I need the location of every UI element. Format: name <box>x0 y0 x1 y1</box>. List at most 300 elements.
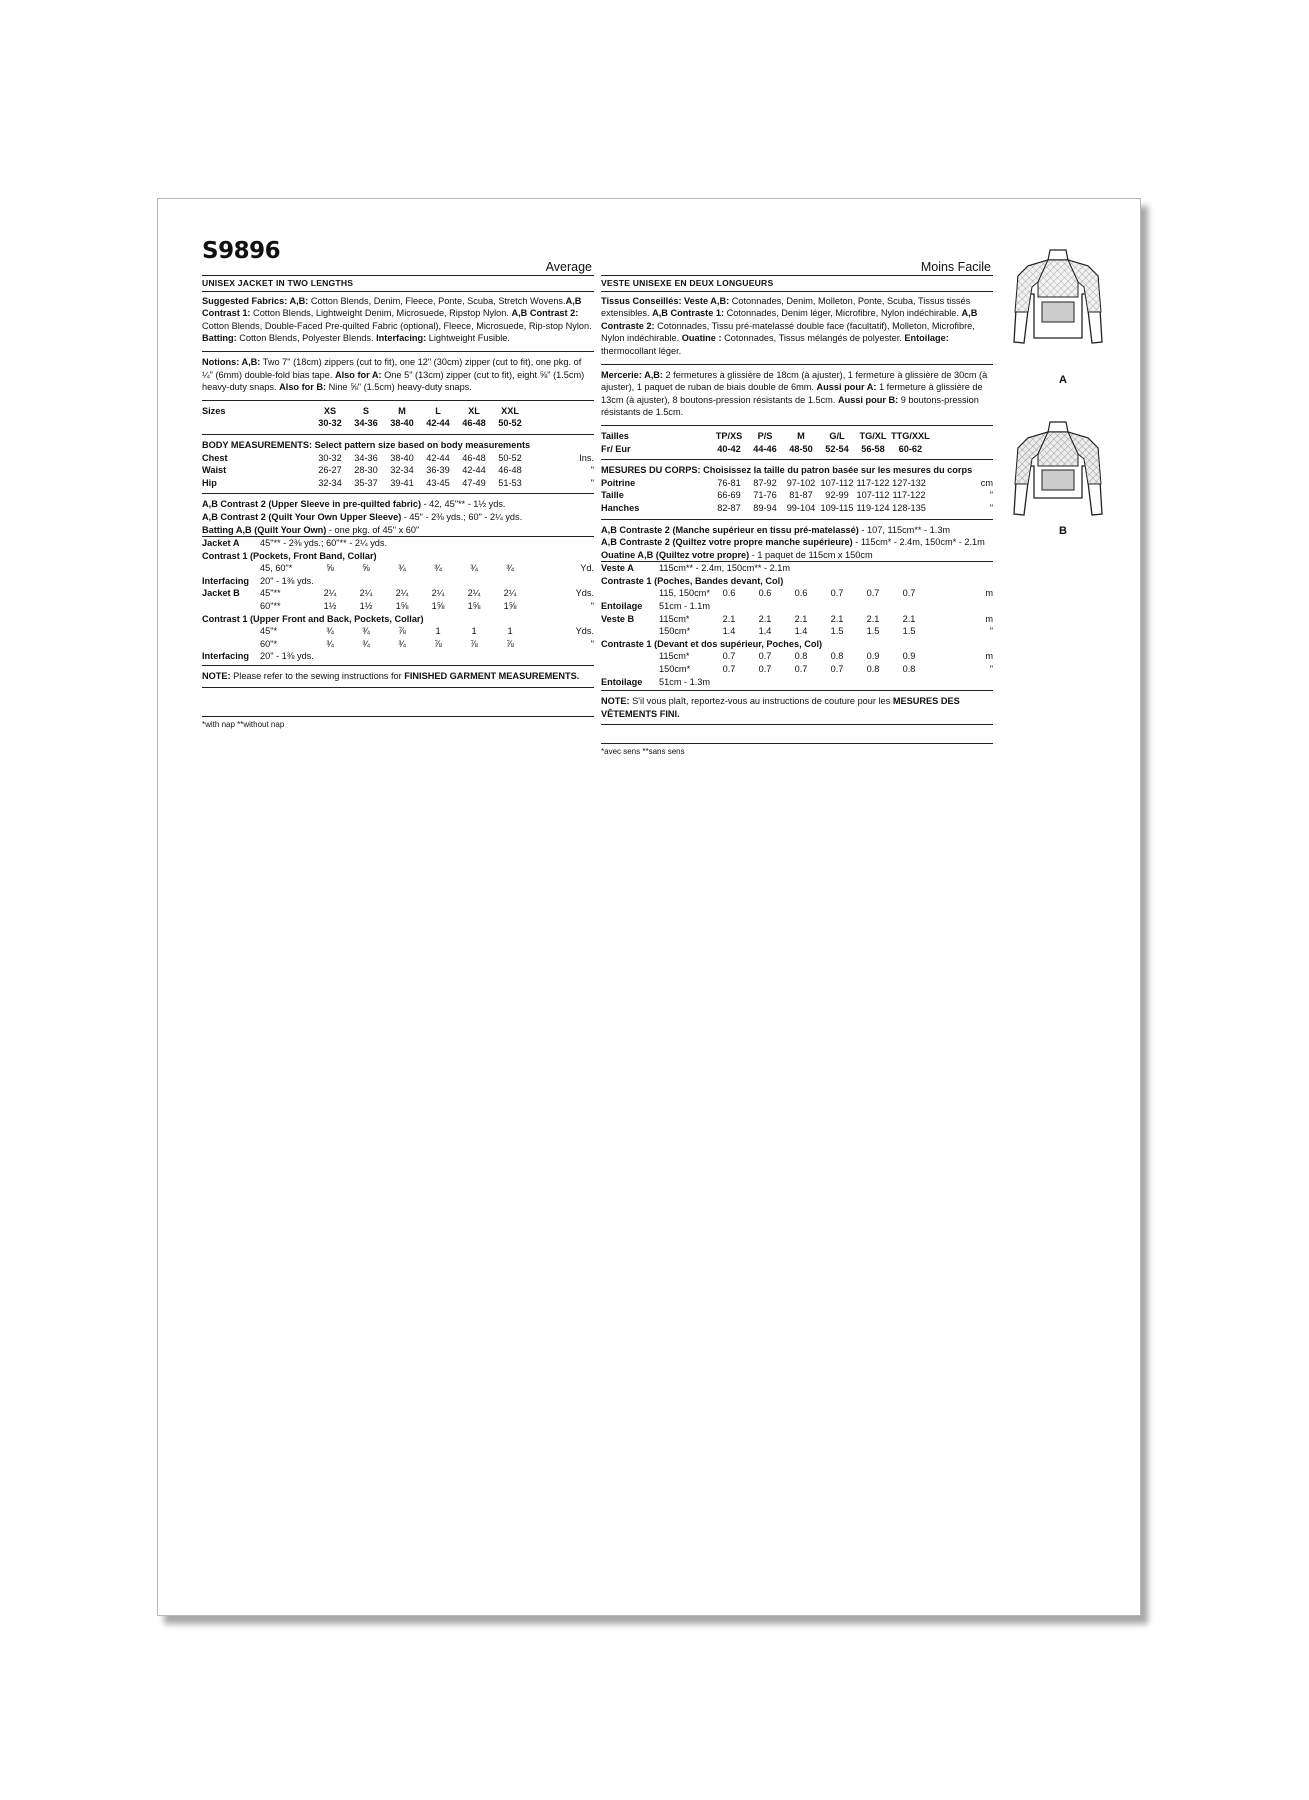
cell: ¾ <box>398 638 406 649</box>
cell: ¾ <box>470 563 478 574</box>
notion-text: Nine ⅝" (1.5cm) heavy-duty snaps. <box>326 382 472 393</box>
row-label: Veste B <box>601 613 635 624</box>
notions <box>202 356 594 401</box>
row-label: Entoilage <box>601 676 643 687</box>
fabric-text: Cotton Blends, Double-Faced Pre-quilted Fabric (optional), Fleece, Microsuede, Rip-stop Nylon. <box>202 320 592 331</box>
section-heading: Contrast 1 (Pockets, Front Band, Collar) <box>202 550 377 561</box>
cell: 82-87 <box>717 502 741 513</box>
size-heading: M <box>797 430 805 441</box>
row-label <box>601 650 659 663</box>
fabric-label: Ouatine : <box>681 333 722 344</box>
size-range: 52-54 <box>825 443 849 454</box>
size-range: 56-58 <box>861 443 885 454</box>
cell: 47-49 <box>462 477 486 488</box>
cell: 117-122 <box>856 477 890 488</box>
cell: ⅞ <box>434 638 442 649</box>
table-row <box>601 613 993 626</box>
fabric-width: 60"* <box>260 638 278 649</box>
size-range: 38-40 <box>390 418 414 429</box>
cell: 1.4 <box>758 626 772 637</box>
cell: ⅞ <box>470 638 478 649</box>
row-label: Interfacing <box>202 651 249 662</box>
table-row <box>601 562 993 575</box>
cell: 0.7 <box>830 664 844 675</box>
cell: 0.7 <box>758 651 772 662</box>
note: NOTE: Please refer to the sewing instructions for FINISHED GARMENT MEASUREMENTS. <box>202 671 580 682</box>
cell: 1.4 <box>722 626 736 637</box>
table-row <box>202 575 594 588</box>
size-range: 42-44 <box>426 418 450 429</box>
unit: m <box>985 651 993 662</box>
table-row <box>601 575 993 588</box>
cell: 38-40 <box>390 452 414 463</box>
fabric-text: Cotton Blends, Lightweight Denim, Microsuede, Ripstop Nylon. <box>250 308 512 319</box>
size-heading: XL <box>468 405 480 416</box>
fabric-text: Cotonnades, Denim, Molleton, Ponte, Scuba, Tissus tissés extensibles. <box>601 295 971 319</box>
fabric-width: 20" - 1⅜ yds. <box>260 575 314 586</box>
notion-text: 2 fermetures à glissière de 18cm (à ajuster), 1 fermeture à glissière de 30cm (à ajuster), 1 paquet de ruban de biais double de 6mm. <box>601 369 988 393</box>
yardage-table <box>202 536 594 663</box>
cell: 71-76 <box>753 490 777 501</box>
english-column <box>202 238 594 731</box>
table-row <box>601 638 993 651</box>
cell: 2¼ <box>503 588 517 599</box>
size-heading: M <box>398 405 406 416</box>
fabric-width: 45, 60"* <box>260 563 293 574</box>
table-row <box>202 613 594 626</box>
fabric-width: 20" - 1⅜ yds. <box>260 651 314 662</box>
cell: 0.7 <box>866 588 880 599</box>
cell: 1 <box>471 626 477 637</box>
unit: " <box>989 490 993 501</box>
row-label <box>202 562 260 575</box>
fabric-label: Suggested Fabrics: A,B: <box>202 295 309 306</box>
cell: 0.7 <box>722 664 736 675</box>
fabric-label: Entoilage: <box>904 333 949 344</box>
size-range: 44-46 <box>753 443 777 454</box>
cell: 35-37 <box>354 477 378 488</box>
body-measurements-table-fr <box>601 477 993 515</box>
fabric-width: 150cm* <box>659 626 691 637</box>
difficulty-level: Average <box>545 260 592 275</box>
size-heading: P/S <box>757 430 773 441</box>
figure-label-a: A <box>1059 374 1067 386</box>
cell: 92-99 <box>825 490 849 501</box>
notion-text: 9 boutons-pression résistants de 1.5cm. <box>601 394 979 418</box>
contrast-yardage <box>202 498 594 536</box>
unit: Yds. <box>575 588 594 599</box>
fabric-label: A,B Contraste 2: <box>601 308 978 331</box>
contrast-label: A,B Contraste 2 (Quiltez votre propre manche supérieure) <box>601 537 853 548</box>
cell: 2.1 <box>902 613 916 624</box>
yardage-table-fr <box>601 561 993 688</box>
cell: 30-32 <box>318 452 342 463</box>
section-heading: Contraste 1 (Devant et dos supérieur, Poches, Col) <box>601 638 823 649</box>
fabric-width: 115cm** - 2.4m, 150cm** - 2.1m <box>659 563 791 574</box>
unit: Yds. <box>575 626 594 637</box>
fabric-text: Cotton Blends, Denim, Fleece, Ponte, Scuba, Stretch Wovens. <box>308 295 566 306</box>
contrast-yardage-fr <box>601 524 993 562</box>
pattern-title-fr: VESTE UNISEXE EN DEUX LONGUEURS <box>601 276 993 292</box>
spacer <box>659 502 711 515</box>
sizes-table <box>202 405 594 430</box>
notion-text: 1 fermeture à glissière de 13cm (à ajuster), 8 boutons-pression résistants de 1.5cm. <box>601 382 983 405</box>
cell: ¾ <box>398 563 406 574</box>
spacer <box>930 443 993 456</box>
notion-label: Mercerie: A,B: <box>601 369 663 380</box>
cell: 0.7 <box>902 588 916 599</box>
fabric-label: A,B Contraste 1: <box>652 308 725 319</box>
cell: ¾ <box>326 638 334 649</box>
fabric-text: Cotonnades, Denim léger, Microfibre, Nylon indéchirable. <box>724 308 962 319</box>
row-label <box>601 625 659 638</box>
suggested-fabrics-fr <box>601 295 993 365</box>
fabric-label: A,B Contrast 2: <box>511 308 579 319</box>
cell: ⅝ <box>326 563 334 574</box>
cell: 128-135 <box>892 502 926 513</box>
cell: 2¼ <box>323 588 337 599</box>
row-label <box>601 663 659 676</box>
fabric-width: 51cm - 1.1m <box>659 601 711 612</box>
pattern-code: S9896 <box>202 238 281 264</box>
cell: 0.9 <box>866 651 880 662</box>
table-row <box>601 587 993 600</box>
figure-label-b: B <box>1059 525 1067 537</box>
row-label: Waist <box>202 465 227 476</box>
size-heading: L <box>435 405 441 416</box>
spacer <box>260 477 312 490</box>
header <box>202 238 594 276</box>
cell: 2.1 <box>794 613 808 624</box>
table-row <box>601 477 993 490</box>
cell: ⅝ <box>362 563 370 574</box>
cell: 26-27 <box>318 465 342 476</box>
unit: Yd. <box>580 563 594 574</box>
cell: 0.9 <box>902 651 916 662</box>
cell: 42-44 <box>426 452 450 463</box>
sizes-label: Sizes <box>202 405 226 416</box>
cell: 1⅝ <box>395 601 409 612</box>
unit: " <box>590 638 594 649</box>
row-label: Jacket A <box>202 538 240 549</box>
section-heading: Contraste 1 (Poches, Bandes devant, Col) <box>601 575 784 586</box>
cell: 0.7 <box>794 664 808 675</box>
fabric-width: 115cm* <box>659 651 690 662</box>
spacer <box>930 430 993 443</box>
size-heading: XS <box>323 405 337 416</box>
cell: 0.8 <box>830 651 844 662</box>
spacer <box>528 417 594 430</box>
sizes-label: Tailles <box>601 430 629 441</box>
cell: 2¼ <box>395 588 409 599</box>
body-measurements-header-fr: MESURES DU CORPS: Choisissez la taille du patron basée sur les mesures du corps <box>601 465 973 476</box>
fabric-text: Cotonnades, Tissu pré-matelassé double face (facultatif), Molleton, Microfibre, Nylon indéchirable. <box>601 320 975 344</box>
cell: 117-122 <box>892 490 926 501</box>
cell: 1 <box>435 626 441 637</box>
cell: 1⅝ <box>431 601 445 612</box>
cell: 32-34 <box>390 465 414 476</box>
table-row <box>202 464 594 477</box>
row-label: Chest <box>202 452 228 463</box>
contrast-line <box>601 524 993 537</box>
cell: 1.5 <box>902 626 916 637</box>
spacer <box>659 430 711 443</box>
cell: 1⅝ <box>503 601 517 612</box>
contrast-line <box>601 549 993 562</box>
fabric-width: 150cm* <box>659 664 691 675</box>
cell: 0.8 <box>902 664 916 675</box>
fabric-text: Cotton Blends, Polyester Blends. <box>236 333 377 344</box>
unit: " <box>590 477 594 488</box>
section-heading: Contrast 1 (Upper Front and Back, Pockets, Collar) <box>202 613 424 624</box>
contrast-text: - 42, 45"** - 1½ yds. <box>421 499 506 510</box>
cell: 36-39 <box>426 465 450 476</box>
size-range: 34-36 <box>354 418 378 429</box>
cell: 43-45 <box>426 477 450 488</box>
row-label <box>202 600 260 613</box>
contrast-label: A,B Contraste 2 (Manche supérieur en tissu pré-matelassé) <box>601 524 859 535</box>
row-label <box>202 625 260 638</box>
cell: ⅞ <box>398 626 406 637</box>
cell: 2.1 <box>758 613 772 624</box>
fabric-width: 60"** <box>260 601 281 612</box>
row-label <box>202 638 260 651</box>
cell: ⅞ <box>506 638 514 649</box>
contrast-text: - one pkg. of 45" x 60" <box>326 524 420 535</box>
table-row <box>601 663 993 676</box>
cell: 97-102 <box>786 477 816 488</box>
header-fr <box>601 251 993 276</box>
unit: cm <box>980 477 993 488</box>
unit: " <box>989 664 993 675</box>
footnote-fr: *avec sens **sans sens <box>601 743 993 759</box>
table-row <box>202 477 594 490</box>
table-row <box>202 537 594 550</box>
cell: 1½ <box>323 601 337 612</box>
cell: 1 <box>507 626 513 637</box>
cell: 109-115 <box>820 502 854 513</box>
cell: 76-81 <box>717 477 741 488</box>
cell: 0.6 <box>722 588 736 599</box>
fabric-width: 45"** - 2⅜ yds.; 60"** - 2¼ yds. <box>260 538 388 549</box>
table-row <box>202 600 594 613</box>
fabric-label: Batting: <box>202 333 237 344</box>
fabric-text: Lightweight Fusible. <box>426 333 510 344</box>
contrast-line <box>202 498 594 511</box>
notion-text: One 5" (13cm) zipper (cut to fit), eight ⅝" (1.5cm) heavy-duty snaps. <box>202 369 585 393</box>
unit: " <box>590 465 594 476</box>
cell: 50-52 <box>498 452 522 463</box>
size-range: 60-62 <box>898 443 923 454</box>
cell: 46-48 <box>498 465 522 476</box>
fabric-width: 115cm* <box>659 613 690 624</box>
spacer <box>528 405 594 418</box>
size-heading: S <box>362 405 370 416</box>
cell: 1.4 <box>794 626 808 637</box>
cell: 127-132 <box>892 477 926 488</box>
body-measurements-header: BODY MEASUREMENTS: Select pattern size based on body measurements <box>202 439 531 450</box>
notion-text: Two 7" (18cm) zippers (cut to fit), one 12" (30cm) zipper (cut to fit), one pkg. of ¼" (6mm) double-fold bias tape. <box>202 356 582 380</box>
cell: 107-112 <box>856 490 890 501</box>
table-row <box>202 452 594 465</box>
cell: 81-87 <box>789 490 813 501</box>
table-row <box>202 638 594 651</box>
size-range: 50-52 <box>498 418 522 429</box>
contrast-label: Batting A,B (Quilt Your Own) <box>202 524 327 535</box>
row-label: Interfacing <box>202 575 249 586</box>
fabric-text: Cotonnades, Tissus mélangés de polyester. <box>721 333 905 344</box>
contrast-line <box>601 536 993 549</box>
size-range: 40-42 <box>717 443 741 454</box>
spacer <box>260 417 312 430</box>
cell: 0.7 <box>830 588 844 599</box>
contrast-label: A,B Contrast 2 (Quilt Your Own Upper Sleeve) <box>202 511 402 522</box>
notion-label: Also for A: <box>334 369 382 380</box>
unit: m <box>985 613 993 624</box>
contrast-text: - 45" - 2⅜ yds.; 60" - 2¼ yds. <box>401 511 523 522</box>
pattern-sheet <box>157 198 1141 1616</box>
cell: 2.1 <box>866 613 880 624</box>
french-column <box>601 251 993 759</box>
size-range: 48-50 <box>789 443 813 454</box>
table-row <box>601 625 993 638</box>
cell: 119-124 <box>856 502 890 513</box>
body-measurements-table <box>202 452 594 490</box>
row-label: Entoilage <box>601 601 643 612</box>
cell: 1.5 <box>830 626 844 637</box>
notion-label: Notions: A,B: <box>202 356 261 367</box>
size-heading: TP/XS <box>715 430 743 441</box>
cell: 39-41 <box>390 477 414 488</box>
jacket-a-illustration <box>1008 242 1108 362</box>
cell: 2.1 <box>830 613 844 624</box>
suggested-fabrics <box>202 295 594 352</box>
spacer <box>659 489 711 502</box>
fabric-width: 115, 150cm* <box>659 588 710 599</box>
cell: ¾ <box>326 626 334 637</box>
cell: 0.8 <box>794 651 808 662</box>
cell: 46-48 <box>462 452 486 463</box>
fabric-text: thermocollant léger. <box>601 345 682 356</box>
cell: ¾ <box>362 626 370 637</box>
table-row <box>601 650 993 663</box>
unit: Ins. <box>579 452 594 463</box>
cell: 32-34 <box>318 477 342 488</box>
cell: 2.1 <box>722 613 736 624</box>
unit: " <box>989 502 993 513</box>
sizes-eur-label: Fr/ Eur <box>601 443 631 454</box>
cell: 0.7 <box>722 651 736 662</box>
footnote: *with nap **without nap <box>202 716 594 732</box>
fabric-label: Interfacing: <box>376 333 427 344</box>
cell: 2¼ <box>359 588 373 599</box>
spacer <box>202 417 260 430</box>
contrast-text: - 1 paquet de 115cm x 150cm <box>749 549 873 560</box>
row-label: Veste A <box>601 563 634 574</box>
fabric-width: 51cm - 1.3m <box>659 676 711 687</box>
size-heading: TG/XL <box>859 430 887 441</box>
spacer <box>659 443 711 456</box>
cell: 34-36 <box>354 452 378 463</box>
sizes-table-fr <box>601 430 993 455</box>
size-range: 30-32 <box>318 418 342 429</box>
row-label <box>601 587 659 600</box>
fabric-label: Tissus Conseillés: Veste A,B: <box>601 295 730 306</box>
table-row <box>202 550 594 563</box>
notion-label: Aussi pour A: <box>816 382 877 393</box>
contrast-label: A,B Contrast 2 (Upper Sleeve in pre-quilted fabric) <box>202 499 422 510</box>
row-label: Hip <box>202 477 217 488</box>
table-row <box>601 676 993 689</box>
cell: 0.8 <box>866 664 880 675</box>
cell: 1½ <box>359 601 373 612</box>
table-row <box>202 587 594 600</box>
cell: 0.7 <box>758 664 772 675</box>
table-row <box>601 502 993 515</box>
cell: ¾ <box>506 563 514 574</box>
size-heading: TTG/XXL <box>891 430 930 441</box>
cell: 1.5 <box>866 626 880 637</box>
contrast-line <box>202 524 594 537</box>
jacket-b-illustration <box>1008 414 1108 534</box>
table-row <box>202 650 594 663</box>
cell: 0.6 <box>758 588 772 599</box>
note-fr: NOTE: S'il vous plaît, reportez-vous au instructions de couture pour les MESURES DES VÊTEMENTS FINI. <box>601 696 960 719</box>
cell: ¾ <box>434 563 442 574</box>
size-heading: G/L <box>829 430 845 441</box>
cell: 99-104 <box>786 502 816 513</box>
row-label: Hanches <box>601 502 640 513</box>
spacer <box>260 405 312 418</box>
fabric-width: 45"** <box>260 588 281 599</box>
fabric-width: 45"* <box>260 626 278 637</box>
spacer <box>260 452 312 465</box>
contrast-text: - 115cm* - 2.4m, 150cm* - 2.1m <box>852 537 985 548</box>
spacer <box>659 477 711 490</box>
cell: 0.6 <box>794 588 808 599</box>
notion-label: Also for B: <box>279 382 327 393</box>
pattern-title: UNISEX JACKET IN TWO LENGTHS <box>202 276 594 292</box>
table-row <box>601 489 993 502</box>
contrast-label: Ouatine A,B (Quiltez votre propre) <box>601 549 750 560</box>
cell: 66-69 <box>717 490 741 501</box>
cell: 1⅝ <box>467 601 481 612</box>
fabric-label: A,B Contrast 1: <box>202 295 582 319</box>
row-label: Poitrine <box>601 477 636 488</box>
contrast-text: - 107, 115cm** - 1.3m <box>858 524 951 535</box>
unit: " <box>590 601 594 612</box>
size-range: 46-48 <box>462 418 486 429</box>
row-label: Taille <box>601 490 624 501</box>
cell: 107-112 <box>820 477 854 488</box>
spacer <box>260 464 312 477</box>
table-row <box>601 600 993 613</box>
difficulty-level-fr: Moins Facile <box>920 260 991 275</box>
unit: " <box>989 626 993 637</box>
unit: m <box>985 588 993 599</box>
cell: 51-53 <box>498 477 522 488</box>
row-label: Jacket B <box>202 588 240 599</box>
contrast-line <box>202 511 594 524</box>
table-row <box>202 562 594 575</box>
size-heading: XXL <box>501 405 519 416</box>
cell: 42-44 <box>462 465 486 476</box>
cell: 2¼ <box>467 588 481 599</box>
cell: 2¼ <box>431 588 445 599</box>
table-row <box>202 625 594 638</box>
cell: ¾ <box>362 638 370 649</box>
notion-label: Aussi pour B: <box>837 394 899 405</box>
